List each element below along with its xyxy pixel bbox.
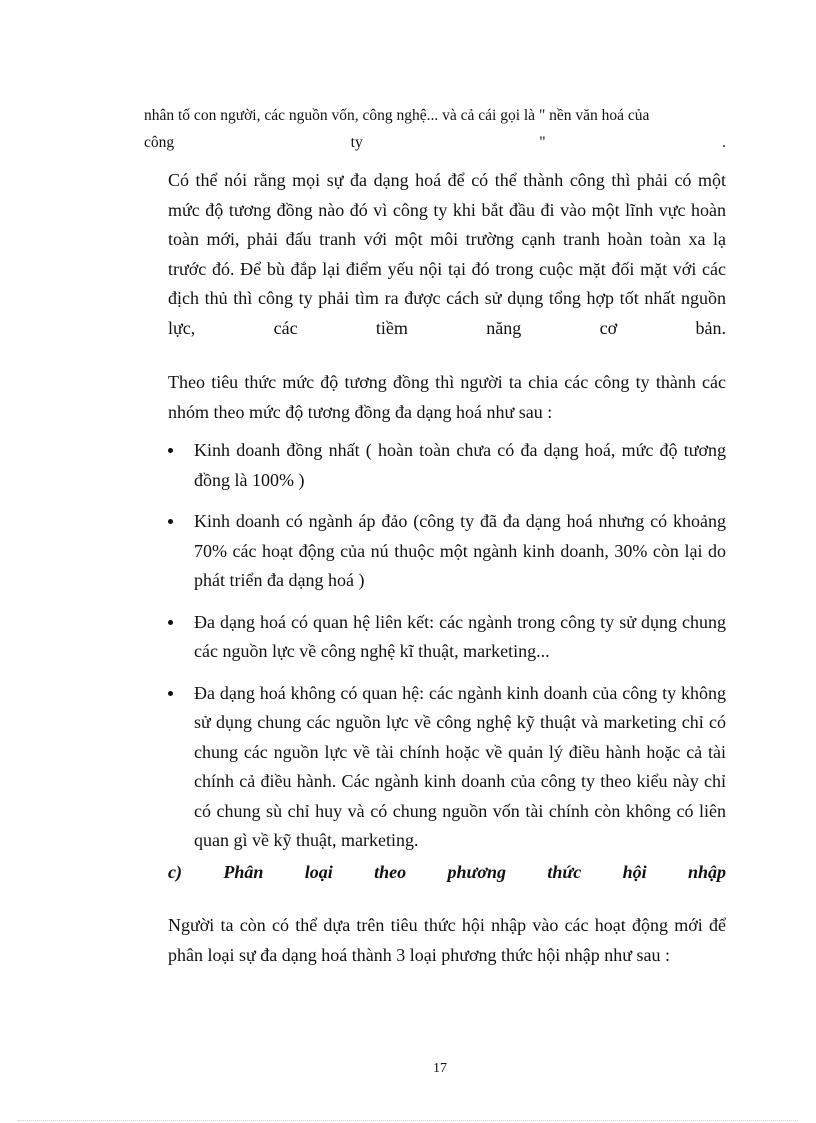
- list-item: Kinh doanh có ngành áp đảo (công ty đã đa dạng hoá nhưng có khoảng 70% các hoạt động của nú thuộc một ngành kinh doanh, 30% còn lại do phát triển đa dạng hoá ): [168, 507, 726, 596]
- page-number: 17: [433, 1061, 447, 1076]
- paragraph-classification: Theo tiêu thức mức độ tương đồng thì người ta chia các công ty thành các nhóm theo mức độ tương đồng đa dạng hoá như sau :: [168, 372, 726, 422]
- bullet-icon: [168, 448, 173, 453]
- bullet-icon: [168, 691, 173, 696]
- bullet-icon: [168, 519, 173, 524]
- list-item: Kinh doanh đồng nhất ( hoàn toàn chưa có đa dạng hoá, mức độ tương đồng là 100% ): [168, 436, 726, 495]
- page-bottom-rule: [18, 1120, 798, 1121]
- bullet-list: [168, 436, 726, 868]
- list-item: Đa dạng hoá có quan hệ liên kết: các ngành trong công ty sử dụng chung các nguồn lực về công nghệ kĩ thuật, marketing...: [168, 608, 726, 667]
- intro-line-2: công ty " .: [144, 134, 726, 151]
- paragraph-integration: Người ta còn có thể dựa trên tiêu thức hội nhập vào các hoạt động mới để phân loại sự đa dạng hoá thành 3 loại phương thức hội nhập như sau :: [168, 915, 726, 965]
- bullet-icon: [168, 620, 173, 625]
- paragraph-similarity: Có thể nói rằng mọi sự đa dạng hoá để có thể thành công thì phải có một mức độ tương đồng nào đó vì công ty khi bắt đầu đi vào một lĩnh vực hoàn toàn mới, phải đấu tranh với một môi trường cạnh tranh hoàn toàn xa lạ trước đó. Để bù đắp lại điểm yếu nội tại đó trong cuộc mặt đối mặt với các địch thủ thì công ty phải tìm ra được cách sử dụng tổng hợp tốt nhất nguồn lực, các tiềm năng cơ bản.: [168, 170, 726, 338]
- list-item: Đa dạng hoá không có quan hệ: các ngành kinh doanh của công ty không sử dụng chung các nguồn lực về công nghệ kỹ thuật và marketing chỉ có chung các nguồn lực về tài chính hoặc về quản lý điều hành hoặc cả tài chính cả điều hành. Các ngành kinh doanh của công ty theo kiểu này chỉ có chung sù chỉ huy và có chung nguồn vốn tài chính còn không có liên quan gì về kỹ thuật, marketing.: [168, 679, 726, 856]
- intro-line-1: nhân tố con người, các nguồn vốn, công nghệ... và cả cái gọi là " nền văn hoá của: [144, 107, 650, 124]
- section-heading: c) Phân loại theo phương thức hội nhập: [168, 862, 726, 882]
